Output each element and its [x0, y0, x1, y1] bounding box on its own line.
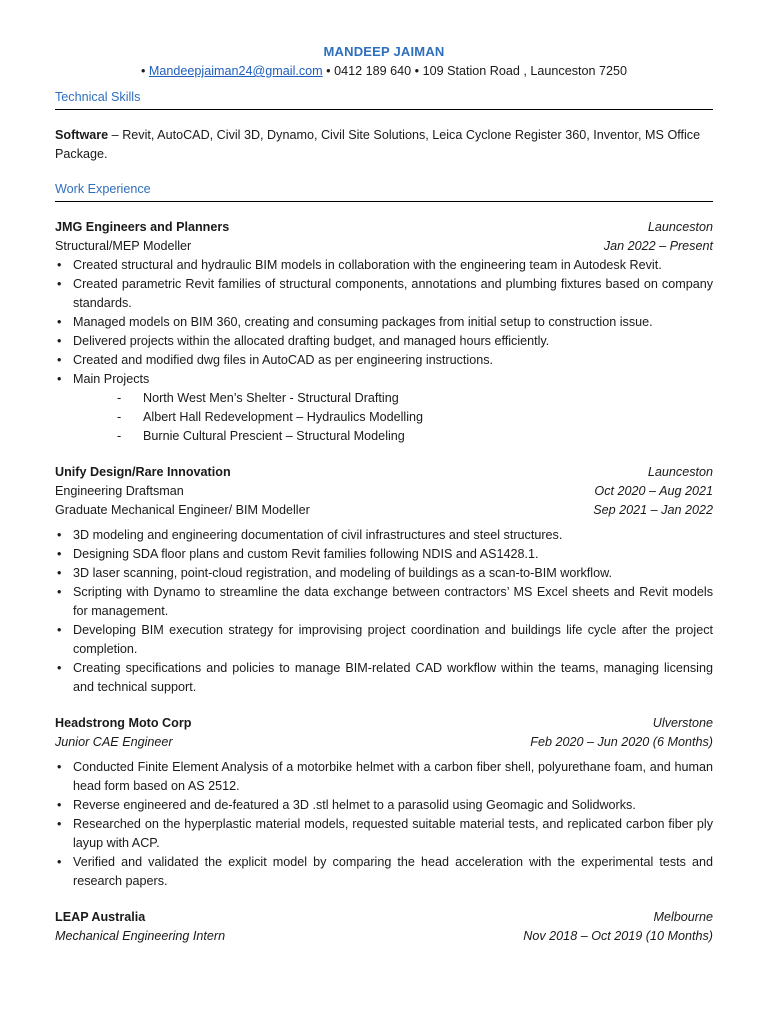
- job-dates: Oct 2020 – Aug 2021: [594, 484, 713, 498]
- job-entry: [55, 714, 713, 891]
- list-item: • Created and modified dwg files in AutoCAD as per engineering instructions.: [55, 351, 713, 370]
- job-role-row: [55, 733, 713, 752]
- job-entry: [55, 908, 713, 946]
- list-item: • Created parametric Revit families of structural components, annotations and plumbing fixtures based on company standards.: [55, 275, 713, 313]
- job-location: Launceston: [647, 220, 713, 234]
- job-bullets: [55, 758, 713, 891]
- job-dates: Sep 2021 – Jan 2022: [593, 503, 713, 517]
- section-divider: [55, 201, 713, 202]
- address: 109 Station Road , Launceston 7250: [422, 64, 628, 78]
- job-header: [55, 908, 713, 927]
- job-organization: LEAP Australia: [55, 910, 146, 924]
- job-dates: Jan 2022 – Present: [603, 239, 713, 253]
- job-dates: Nov 2018 – Oct 2019 (10 Months): [523, 929, 713, 943]
- list-item: • Creating specifications and policies to manage BIM-related CAD workflow within the teams, managing licensing and technical support.: [55, 659, 713, 697]
- project-item: - Burnie Cultural Prescient – Structural Modeling: [117, 427, 713, 446]
- list-item: • Scripting with Dynamo to streamline the data exchange between contractors’ MS Excel sheets and Revit models for management.: [55, 583, 713, 621]
- job-header: [55, 463, 713, 482]
- job-header: [55, 218, 713, 237]
- job-role-row: [55, 482, 713, 501]
- project-item: - North West Men’s Shelter - Structural Drafting: [117, 389, 713, 408]
- software-label: Software: [55, 128, 109, 142]
- section-divider: [55, 109, 713, 110]
- job-location: Ulverstone: [652, 716, 713, 730]
- phone-number: 0412 189 640: [334, 64, 412, 78]
- job-organization: Unify Design/Rare Innovation: [55, 465, 231, 479]
- job-role-row: [55, 927, 713, 946]
- section-title-experience: Work Experience: [55, 182, 151, 196]
- skills-software: [55, 126, 713, 164]
- list-item: • Managed models on BIM 360, creating and consuming packages from initial setup to construction issue.: [55, 313, 713, 332]
- list-item: • Designing SDA floor plans and custom Revit families following NDIS and AS1428.1.: [55, 545, 713, 564]
- job-entry: [55, 218, 713, 446]
- job-role: Junior CAE Engineer: [55, 735, 173, 749]
- job-dates: Feb 2020 – Jun 2020 (6 Months): [530, 735, 713, 749]
- list-item: • Developing BIM execution strategy for improvising project coordination and buildings life cycle after the project completion.: [55, 621, 713, 659]
- list-item: • Main Projects: [55, 370, 713, 389]
- candidate-name: MANDEEP JAIMAN: [323, 44, 445, 59]
- list-item: • Delivered projects within the allocated drafting budget, and managed hours efficiently.: [55, 332, 713, 351]
- section-title-skills: Technical Skills: [55, 90, 141, 104]
- job-role: Structural/MEP Modeller: [55, 239, 192, 253]
- job-role: Engineering Draftsman: [55, 484, 184, 498]
- bullet-separator: •: [411, 64, 423, 78]
- list-item: • Researched on the hyperplastic material models, requested suitable material tests, and replicated carbon fiber ply layup with ACP.: [55, 815, 713, 853]
- job-location: Melbourne: [653, 910, 713, 924]
- job-location: Launceston: [647, 465, 713, 479]
- list-item: • Conducted Finite Element Analysis of a motorbike helmet with a carbon fiber shell, polyurethane foam, and human head form based on AS 2512.: [55, 758, 713, 796]
- job-entry: [55, 463, 713, 697]
- job-role-row: [55, 501, 713, 520]
- contact-line: [55, 62, 713, 81]
- job-role: Mechanical Engineering Intern: [55, 929, 226, 943]
- list-item: • 3D modeling and engineering documentation of civil infrastructures and steel structures.: [55, 526, 713, 545]
- list-item: • Created structural and hydraulic BIM models in collaboration with the engineering team in Autodesk Revit.: [55, 256, 713, 275]
- job-bullets: [55, 526, 713, 697]
- job-role: Graduate Mechanical Engineer/ BIM Modeller: [55, 503, 310, 517]
- software-list: – Revit, AutoCAD, Civil 3D, Dynamo, Civil Site Solutions, Leica Cyclone Register 360, Inventor, MS Office Package.: [55, 128, 701, 161]
- list-item: • 3D laser scanning, point-cloud registration, and modeling of buildings as a scan-to-BIM workflow.: [55, 564, 713, 583]
- email-link[interactable]: Mandeepjaiman24@gmail.com: [148, 64, 323, 78]
- bullet-separator: •: [140, 64, 149, 78]
- job-bullets: [55, 256, 713, 389]
- list-item: • Verified and validated the explicit model by comparing the head acceleration with the experimental tests and research papers.: [55, 853, 713, 891]
- job-organization: JMG Engineers and Planners: [55, 220, 230, 234]
- bullet-separator: •: [322, 64, 335, 78]
- job-organization: Headstrong Moto Corp: [55, 716, 192, 730]
- project-list: [55, 389, 713, 446]
- job-header: [55, 714, 713, 733]
- list-item: • Reverse engineered and de-featured a 3D .stl helmet to a parasolid using Geomagic and Solidworks.: [55, 796, 713, 815]
- job-role-row: [55, 237, 713, 256]
- project-item: - Albert Hall Redevelopment – Hydraulics Modelling: [117, 408, 713, 427]
